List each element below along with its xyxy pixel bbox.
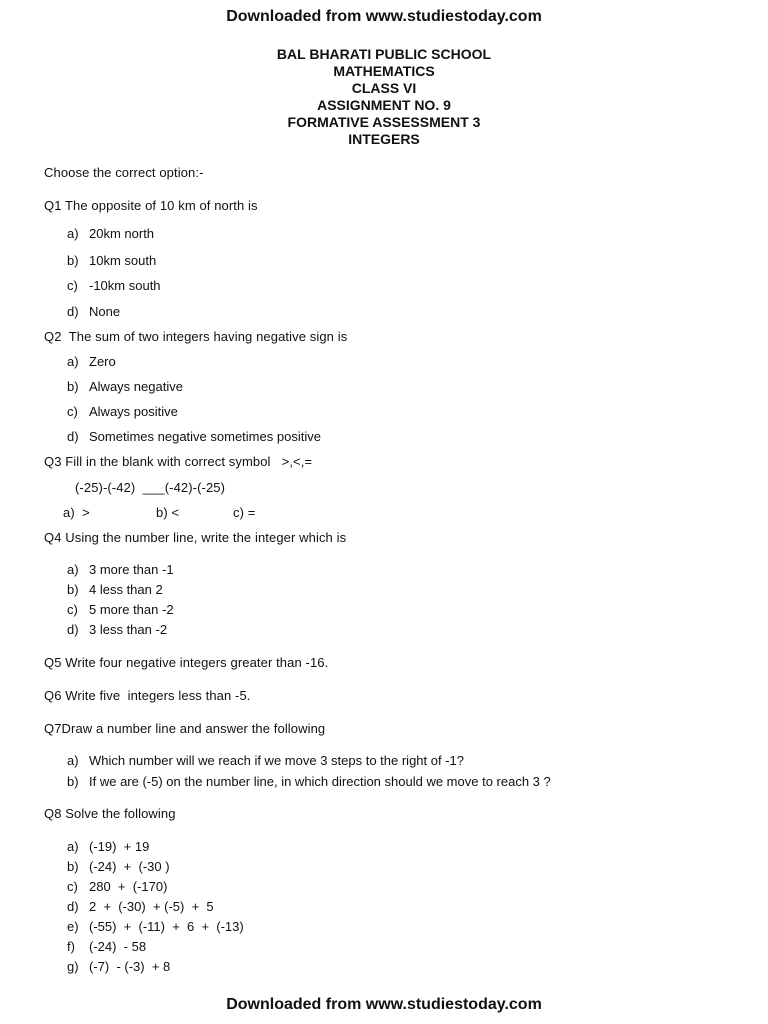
- q7-option-a: a) Which number will we reach if we move 3 steps to the right of -1?: [67, 753, 464, 768]
- footer-download-text: Downloaded from www.studiestoday.com: [226, 996, 542, 1013]
- q1-option-b: b) 10km south: [67, 253, 157, 268]
- instruction: Choose the correct option:-: [44, 165, 204, 180]
- q3-expression: (-25)-(-42) ___(-42)-(-25): [75, 480, 226, 495]
- assignment-number: ASSIGNMENT NO. 9: [317, 97, 451, 113]
- q2-option-d: d) Sometimes negative sometimes positive: [67, 429, 321, 444]
- q4-option-c: c) 5 more than -2: [67, 602, 174, 617]
- q3-choice-c: c) =: [233, 505, 256, 520]
- q8-option-f: f) (-24) - 58: [67, 939, 147, 954]
- question-8: Q8 Solve the following: [44, 806, 176, 821]
- q2-option-c: c) Always positive: [67, 404, 178, 419]
- q2-option-a: a) Zero: [67, 354, 116, 369]
- assessment-label: FORMATIVE ASSESSMENT 3: [287, 114, 481, 130]
- q4-option-b: b) 4 less than 2: [67, 582, 163, 597]
- question-1: Q1 The opposite of 10 km of north is: [44, 198, 258, 213]
- q3-choice-b: b) <: [156, 505, 180, 520]
- question-4: Q4 Using the number line, write the integer which is: [44, 530, 347, 545]
- q1-option-a: a) 20km north: [67, 226, 155, 241]
- q7-option-b: b) If we are (-5) on the number line, in which direction should we move to reach 3 ?: [67, 774, 551, 789]
- question-6: Q6 Write five integers less than -5.: [44, 688, 251, 703]
- question-3: Q3 Fill in the blank with correct symbol >,<,=: [44, 454, 313, 469]
- class-label: CLASS VI: [351, 80, 417, 96]
- header-download-text: Downloaded from www.studiestoday.com: [226, 8, 542, 25]
- q4-option-a: a) 3 more than -1: [67, 562, 174, 577]
- question-5: Q5 Write four negative integers greater than -16.: [44, 655, 329, 670]
- q1-option-d: d) None: [67, 304, 121, 319]
- q8-option-d: d) 2 + (-30) + (-5) + 5: [67, 899, 214, 914]
- q8-option-c: c) 280 + (-170): [67, 879, 168, 894]
- question-7: Q7Draw a number line and answer the following: [44, 721, 326, 736]
- topic-label: INTEGERS: [348, 131, 420, 147]
- question-2: Q2 The sum of two integers having negative sign is: [44, 329, 348, 344]
- q2-option-b: b) Always negative: [67, 379, 183, 394]
- school-name: BAL BHARATI PUBLIC SCHOOL: [276, 46, 492, 62]
- q8-option-e: e) (-55) + (-11) + 6 + (-13): [67, 919, 244, 934]
- q8-option-b: b) (-24) + (-30 ): [67, 859, 170, 874]
- q8-option-a: a) (-19) + 19: [67, 839, 150, 854]
- q1-option-c: c) -10km south: [67, 278, 161, 293]
- q3-choice-a: a) >: [63, 505, 90, 520]
- q4-option-d: d) 3 less than -2: [67, 622, 168, 637]
- q8-option-g: g) (-7) - (-3) + 8: [67, 959, 171, 974]
- subject: MATHEMATICS: [333, 63, 435, 79]
